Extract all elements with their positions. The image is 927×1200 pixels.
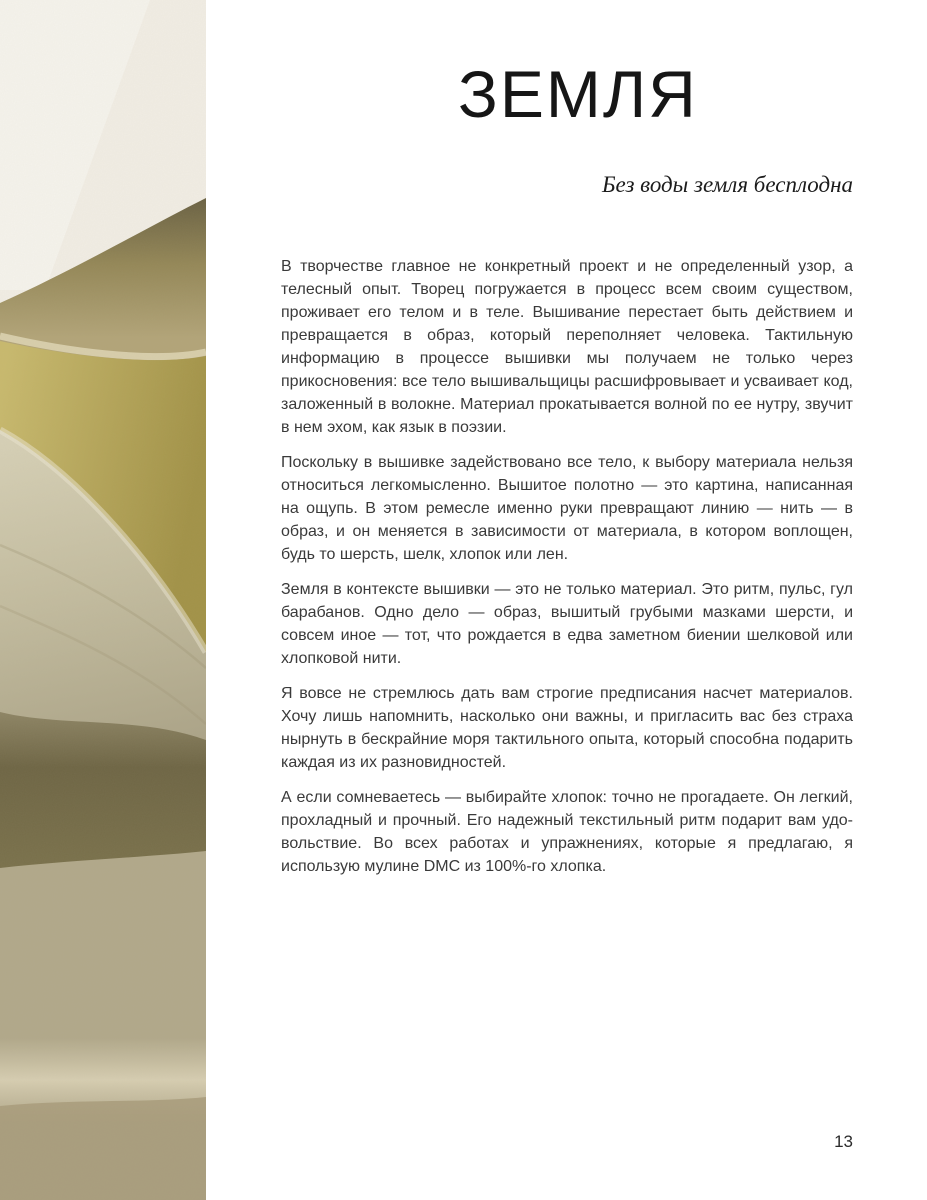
paragraph: Поскольку в вышивке задействовано все тело, к выбору материала нельзя относиться легкомысленно. Вышитое полотно — это картина, написанная на ощупь. В этом ремесле именно руки превращают линию — нить — в образ, и он меняется в зависимости от материала, в котором воплощен, будь то шерсть, шелк, хлопок или лен. xyxy=(281,454,853,563)
photo-grain-overlay xyxy=(0,0,206,1200)
chapter-epigraph: Без воды земля бесплодна xyxy=(601,172,853,197)
paragraph: В творчестве главное не конкретный проект и не определенный узор, а телесный опыт. Творец погружается в процесс всем своим существом, проживает его телом и в теле. Вышивание перестает быть действием и превращается в образ, который переполняет человека. Тактильную информацию в процессе вышивки мы получаем не только через прикосновения: все тело вышивальщицы расшифровывает и усваивает код, заложенный в волокне. Материал прокатывается волной по ее нутру, звучит в нем эхом, как язык в поэзии. xyxy=(281,258,853,436)
paragraph: А если сомневаетесь — выбирайте хлопок: точно не прогадаете. Он легкий, прохладный и прочный. Его надежный текстильный ритм подарит вам удовольствие. Во всех работах и упражнениях, которые я предлагаю, я использую мулине DMC из 100%-го хлопка. xyxy=(281,789,853,875)
paragraph: Я вовсе не стремлюсь дать вам строгие предписания насчет материалов. Хочу лишь напомнить, насколько они важны, и пригласить вас без страха нырнуть в бескрайние моря тактильного опыта, который способна подарить каждая из их разновидностей. xyxy=(281,685,853,771)
paragraph: Земля в контексте вышивки — это не только материал. Это ритм, пульс, гул барабанов. Одно дело — образ, вышитый грубыми мазками шерсти, и совсем иное — тот, что рождается в едва заметном биении шелковой или хлопковой нити. xyxy=(281,581,853,667)
page-number: 13 xyxy=(834,1132,853,1151)
fabric-dunes-photo xyxy=(0,0,206,1200)
fabric-dunes-illustration xyxy=(0,0,206,1200)
body-text xyxy=(281,255,853,890)
chapter-title: ЗЕМЛЯ xyxy=(458,57,698,131)
